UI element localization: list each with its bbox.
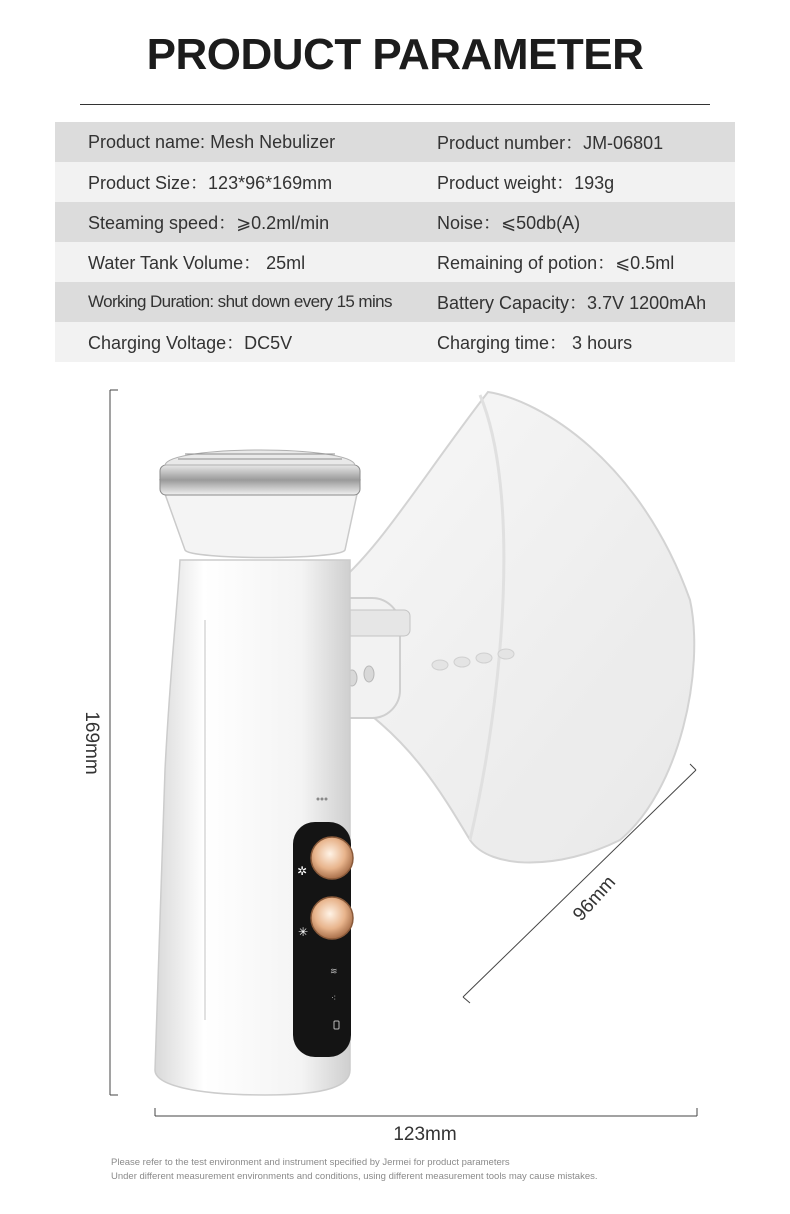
- spec-row: [55, 122, 735, 162]
- spec-row: [55, 242, 735, 282]
- spec-working-duration: Working Duration: shut down every 15 mins: [88, 292, 392, 311]
- spec-row: [55, 282, 735, 322]
- spec-steaming-speed: Steaming speed：⩾0.2ml/min: [88, 213, 330, 233]
- nebulizer-illustration: [0, 370, 790, 1120]
- spec-product-weight: Product weight：193g: [437, 173, 615, 193]
- svg-text:✳: ✳: [298, 925, 309, 939]
- mode-button[interactable]: [311, 837, 353, 879]
- title-divider: [80, 104, 710, 105]
- spec-charging-time: Charging time： 3 hours: [437, 333, 633, 353]
- height-dimension-line: [110, 390, 118, 1095]
- power-button[interactable]: [311, 897, 353, 939]
- spec-battery-capacity: Battery Capacity：3.7V 1200mAh: [437, 293, 707, 313]
- width-dimension-label: 123mm: [393, 1124, 457, 1145]
- width-dimension-line: [155, 1108, 697, 1116]
- spec-tank-volume: Water Tank Volume： 25ml: [88, 253, 306, 273]
- footnote-line-1: Please refer to the test environment and instrument specified by Jermei for product parameters: [111, 1157, 510, 1168]
- low-mode-icon: [297, 864, 307, 878]
- spec-product-number: Product number：JM-06801: [437, 133, 664, 153]
- spec-remaining-potion: Remaining of potion：⩽0.5ml: [437, 253, 675, 273]
- svg-text:⁖: ⁖: [331, 994, 337, 1004]
- high-mode-icon: [298, 925, 308, 939]
- medicine-cup: [160, 450, 360, 558]
- mist-icon: [331, 994, 336, 1004]
- spec-charging-voltage: Charging Voltage：DC5V: [88, 333, 293, 353]
- spec-product-size: Product Size：123*96*169mm: [88, 173, 333, 193]
- spec-row: [55, 202, 735, 242]
- spec-row: [55, 162, 735, 202]
- spec-product-name: Product name: Mesh Nebulizer: [88, 131, 336, 152]
- svg-text:✲: ✲: [297, 864, 308, 878]
- spec-row: [55, 322, 735, 362]
- spec-noise: Noise：⩽50db(A): [437, 213, 581, 233]
- page-title: PRODUCT PARAMETER: [146, 30, 644, 79]
- signal-icon: [330, 967, 338, 977]
- footnote-line-2: Under different measurement environments and conditions, using different measurement tools may cause mistakes.: [111, 1171, 598, 1182]
- depth-dimension-label: 96mm: [569, 872, 621, 926]
- height-dimension-label: 169mm: [81, 711, 102, 775]
- svg-text:≋: ≋: [330, 967, 338, 977]
- spec-table: [55, 122, 735, 362]
